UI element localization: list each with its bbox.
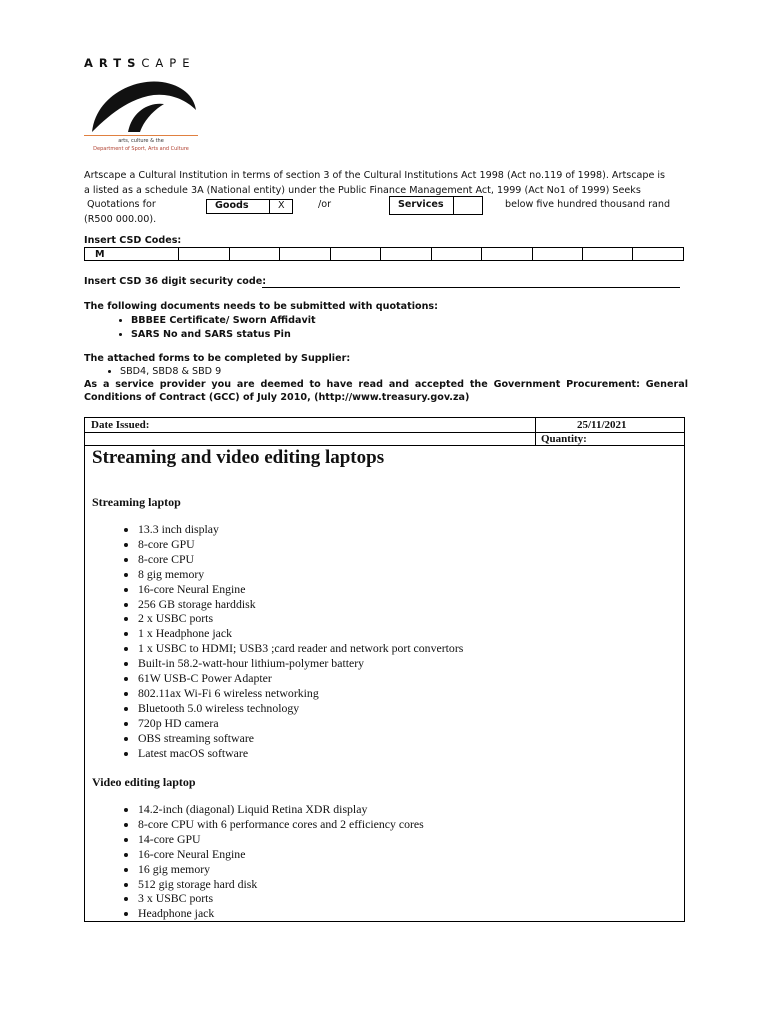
goods-label: Goods — [215, 200, 249, 211]
header-divider — [535, 418, 536, 445]
list-item: • 61W USB-C Power Adapter — [138, 671, 463, 686]
documents-list — [84, 314, 438, 342]
intro-paragraph — [84, 169, 688, 227]
logo-divider — [84, 135, 198, 136]
list-item: • 14.2-inch (diagonal) Liquid Retina XDR display — [138, 802, 424, 817]
services-checkbox[interactable] — [453, 196, 483, 215]
list-item: • 802.11ax Wi-Fi 6 wireless networking — [138, 686, 463, 701]
list-item: • Bluetooth 5.0 wireless technology — [138, 701, 463, 716]
streaming-spec-list — [85, 522, 463, 761]
specification-box — [84, 417, 685, 922]
list-item: • 8-core GPU — [138, 537, 463, 552]
csd-code-cell[interactable] — [381, 248, 431, 261]
list-item: • OBS streaming software — [138, 731, 463, 746]
csd-code-cell[interactable] — [633, 248, 684, 261]
csd-code-cell[interactable] — [582, 248, 632, 261]
csd-code-cell[interactable] — [330, 248, 380, 261]
page-title: Streaming and video editing laptops — [92, 447, 385, 468]
services-label: Services — [398, 199, 444, 210]
logo-wordmark: ARTSCAPE — [84, 56, 196, 70]
video-spec-list — [85, 802, 424, 921]
list-item: • 3 x USBC ports — [138, 891, 424, 906]
list-item: • 16-core Neural Engine — [138, 847, 424, 862]
forms-heading: The attached forms to be completed by Supplier: — [84, 353, 351, 364]
date-row — [85, 418, 684, 433]
date-issued-label: Date Issued: — [91, 419, 150, 431]
quantity-row — [85, 433, 684, 446]
csd-code-cell[interactable] — [482, 248, 532, 261]
csd-codes-label: Insert CSD Codes: — [84, 235, 182, 246]
csd-code-cell[interactable] — [229, 248, 279, 261]
list-item: • Latest macOS software — [138, 746, 463, 761]
intro-line-4: (R500 000.00). — [84, 213, 157, 225]
video-editing-laptop-heading: Video editing laptop — [92, 775, 196, 789]
required-documents — [84, 300, 438, 342]
quantity-label: Quantity: — [541, 433, 587, 445]
list-item: • 8-core CPU — [138, 552, 463, 567]
below-amount-label: below five hundred thousand rand — [505, 199, 671, 210]
security-code-field[interactable] — [262, 287, 680, 288]
dept-line-1: arts, culture & the — [118, 138, 164, 144]
list-item: • BBBEE Certificate/ Sworn Affidavit — [131, 314, 438, 328]
list-item: • SBD4, SBD8 & SBD 9 — [120, 365, 688, 378]
list-item: • 14-core GPU — [138, 832, 424, 847]
goods-box — [206, 199, 270, 214]
services-box — [389, 196, 454, 215]
csd-code-cell[interactable] — [280, 248, 330, 261]
supplier-forms — [84, 352, 688, 404]
gcc-notice: As a service provider you are deemed to have read and accepted the Government Procurement: General Conditions of Contract (GCC) of July 2010, (http://www.treasury.gov.za) — [84, 379, 688, 403]
goods-check-mark: X — [278, 200, 285, 211]
list-item: • 16-core Neural Engine — [138, 582, 463, 597]
list-item: • 256 GB storage harddisk — [138, 597, 463, 612]
list-item: • 2 x USBC ports — [138, 611, 463, 626]
artscape-logo-arch-icon — [84, 76, 198, 134]
security-code-label: Insert CSD 36 digit security code: — [84, 276, 267, 287]
list-item: • 8-core CPU with 6 performance cores and 2 efficiency cores — [138, 817, 424, 832]
csd-code-cell[interactable] — [532, 248, 582, 261]
csd-code-cell[interactable] — [179, 248, 229, 261]
csd-codes-table — [84, 247, 684, 261]
list-item: • Built-in 58.2-watt-hour lithium-polymer battery — [138, 656, 463, 671]
list-item: • 1 x USBC to HDMI; USB3 ;card reader and network port convertors — [138, 641, 463, 656]
date-issued-value: 25/11/2021 — [577, 419, 627, 431]
list-item: • 512 gig storage hard disk — [138, 877, 424, 892]
dept-line-2: Department of Sport, Arts and Culture — [93, 146, 189, 152]
list-item: • 720p HD camera — [138, 716, 463, 731]
list-item: • 16 gig memory — [138, 862, 424, 877]
list-item: • Headphone jack — [138, 906, 424, 921]
forms-list — [84, 365, 688, 378]
quotations-for-label: Quotations for — [87, 199, 156, 210]
intro-line-3 — [84, 198, 688, 213]
list-item: • SARS No and SARS status Pin — [131, 328, 438, 342]
intro-line-2: a listed as a schedule 3A (National entity) under the Public Finance Management Act, 1999 (Act No1 of 1999) Seeks — [84, 184, 641, 196]
csd-code-cell[interactable] — [431, 248, 481, 261]
list-item: • 13.3 inch display — [138, 522, 463, 537]
streaming-laptop-heading: Streaming laptop — [92, 495, 181, 509]
csd-code-cell[interactable]: M — [85, 248, 179, 261]
intro-line-1: Artscape a Cultural Institution in terms of section 3 of the Cultural Institutions Act 1998 (Act no.119 of 1998). Artscape is — [84, 170, 666, 181]
list-item: • 8 gig memory — [138, 567, 463, 582]
goods-checkbox[interactable] — [269, 199, 293, 214]
documents-heading: The following documents needs to be submitted with quotations: — [84, 301, 438, 312]
list-item: • 1 x Headphone jack — [138, 626, 463, 641]
or-label: /or — [318, 199, 332, 210]
